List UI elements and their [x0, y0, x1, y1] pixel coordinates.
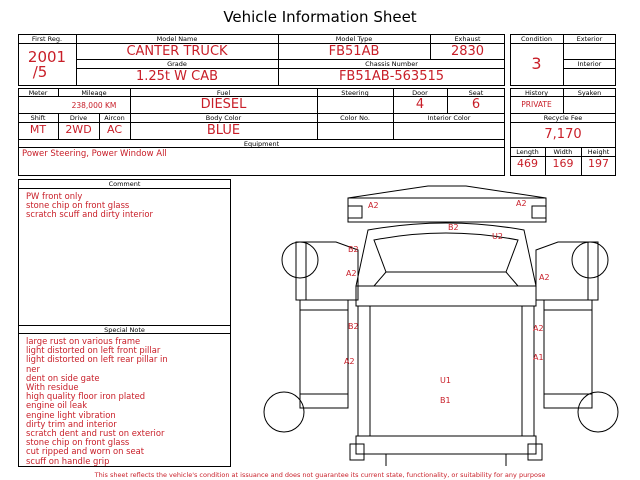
- grade-label: Grade: [167, 60, 187, 68]
- syaken-label: Syaken: [577, 89, 602, 97]
- special-note-line: dirty trim and interior: [26, 418, 117, 429]
- aircon-value: AC: [106, 123, 122, 136]
- special-note-line: large rust on various frame: [26, 336, 141, 346]
- first-reg-year: 2001: [27, 48, 67, 66]
- grade-value: 1.25t W CAB: [135, 69, 219, 84]
- comment-line: stone chip on front glass: [26, 200, 130, 211]
- mark-b2-left-lower: B2: [348, 322, 359, 331]
- shift-label: Shift: [30, 114, 46, 122]
- condition-label: Condition: [520, 35, 553, 43]
- special-note-label: Special Note: [104, 326, 145, 334]
- history-label: History: [524, 89, 549, 97]
- special-note-list: [26, 337, 168, 466]
- aircon-label: Aircon: [104, 114, 125, 122]
- mileage-label: Mileage: [81, 89, 107, 97]
- height-value: 197: [588, 157, 609, 170]
- width-label: Width: [553, 148, 573, 156]
- mark-a2-right-upper: A2: [539, 273, 550, 282]
- disclaimer-footer: This sheet reflects the vehicle's condition at issuance and does not guarantee its current state, functionality, or suitability for any purpose: [94, 471, 546, 479]
- mark-u1-bed: U1: [440, 376, 451, 385]
- door-value: 4: [415, 97, 425, 112]
- rear-bumper: [356, 436, 536, 454]
- special-note-line: scuff on handle grip: [26, 455, 110, 466]
- exterior-label: Exterior: [576, 35, 603, 43]
- exhaust-label: Exhaust: [454, 35, 481, 43]
- bed-right-side: [544, 300, 592, 408]
- mark-b1-bed: B1: [440, 396, 451, 405]
- vehicle-damage-diagram: [236, 182, 628, 468]
- special-note-line: dent on side gate: [26, 372, 100, 383]
- special-note-line: cut ripped and worn on seat: [26, 446, 145, 457]
- special-note-line: light distorted on left front pillar: [26, 345, 161, 356]
- recycle-fee-value: 7,170: [544, 127, 582, 142]
- mark-a1-right: A1: [533, 353, 544, 362]
- color-no-label: Color No.: [340, 114, 370, 122]
- mark-u2-roof: U2: [492, 232, 503, 241]
- special-note-line: stone chip on front glass: [26, 437, 130, 448]
- door-label: Door: [412, 89, 428, 97]
- body-color-value: BLUE: [206, 123, 241, 138]
- first-reg-month: /5: [32, 63, 48, 81]
- mark-a2-top-left: A2: [368, 201, 379, 210]
- special-note-line: engine light vibration: [26, 409, 116, 420]
- mark-a2-right-lower: A2: [533, 324, 544, 333]
- special-note-line: high quality floor iron plated: [26, 391, 146, 402]
- front-view-outline: [348, 186, 546, 198]
- equipment-label: Equipment: [243, 140, 280, 148]
- steering-label: Steering: [341, 89, 369, 97]
- cab-top-outline: [356, 223, 536, 286]
- mark-a2-left-upper: A2: [346, 269, 357, 278]
- mark-a2-left-lower: A2: [344, 357, 355, 366]
- wheel-rear-left: [264, 392, 304, 432]
- shift-value: MT: [29, 123, 47, 136]
- comment-line: scratch scuff and dirty interior: [26, 209, 153, 220]
- fuel-label: Fuel: [216, 89, 231, 97]
- model-name-label: Model Name: [156, 35, 198, 43]
- fuel-value: DIESEL: [200, 97, 247, 112]
- interior-label: Interior: [577, 60, 602, 68]
- mileage-value: 238,000 KM: [71, 101, 117, 110]
- special-note-line: engine oil leak: [26, 400, 88, 411]
- special-note-line: light distorted on left rear pillar in: [26, 354, 168, 365]
- model-name-value: CANTER TRUCK: [126, 44, 228, 59]
- special-note-line: With residue: [26, 382, 79, 393]
- drive-label: Drive: [69, 114, 88, 122]
- bed-top: [370, 306, 522, 436]
- special-note-line: ner: [26, 363, 40, 374]
- wheel-rear-right: [578, 392, 618, 432]
- body-color-label: Body Color: [205, 114, 242, 122]
- seat-value: 6: [471, 97, 481, 112]
- chassis-label: Chassis Number: [365, 60, 418, 68]
- mark-a2-top-right: A2: [516, 199, 527, 208]
- recycle-fee-label: Recycle Fee: [543, 114, 583, 122]
- meter-label: Meter: [28, 89, 48, 97]
- wheel-front-right: [572, 242, 608, 278]
- chassis-value: FB51AB-563515: [338, 69, 445, 84]
- comment-label: Comment: [108, 180, 141, 188]
- seat-label: Seat: [468, 89, 484, 97]
- length-label: Length: [516, 148, 539, 156]
- comment-list: [26, 192, 153, 220]
- interior-color-label: Interior Color: [427, 114, 471, 122]
- model-type-label: Model Type: [335, 35, 373, 43]
- first-reg-label: First Reg.: [31, 35, 63, 43]
- cab-right-side: [536, 242, 598, 300]
- mark-b2-roof: B2: [448, 223, 459, 232]
- wheel-front-left: [282, 242, 318, 278]
- equipment-value: Power Steering, Power Window All: [22, 149, 167, 159]
- height-label: Height: [587, 148, 610, 156]
- exhaust-value: 2830: [450, 44, 485, 59]
- condition-value: 3: [531, 54, 542, 73]
- bed-left-side: [300, 300, 348, 408]
- drive-value: 2WD: [65, 123, 92, 136]
- special-note-line: scratch dent and rust on exterior: [26, 428, 165, 439]
- sheet-title: Vehicle Information Sheet: [223, 8, 417, 26]
- history-value: PRIVATE: [521, 100, 552, 109]
- width-value: 169: [552, 157, 574, 170]
- length-value: 469: [517, 157, 538, 170]
- mark-b2-left-upper: B2: [348, 245, 359, 254]
- comment-line: PW front only: [26, 191, 83, 201]
- model-type-value: FB51AB: [328, 44, 380, 59]
